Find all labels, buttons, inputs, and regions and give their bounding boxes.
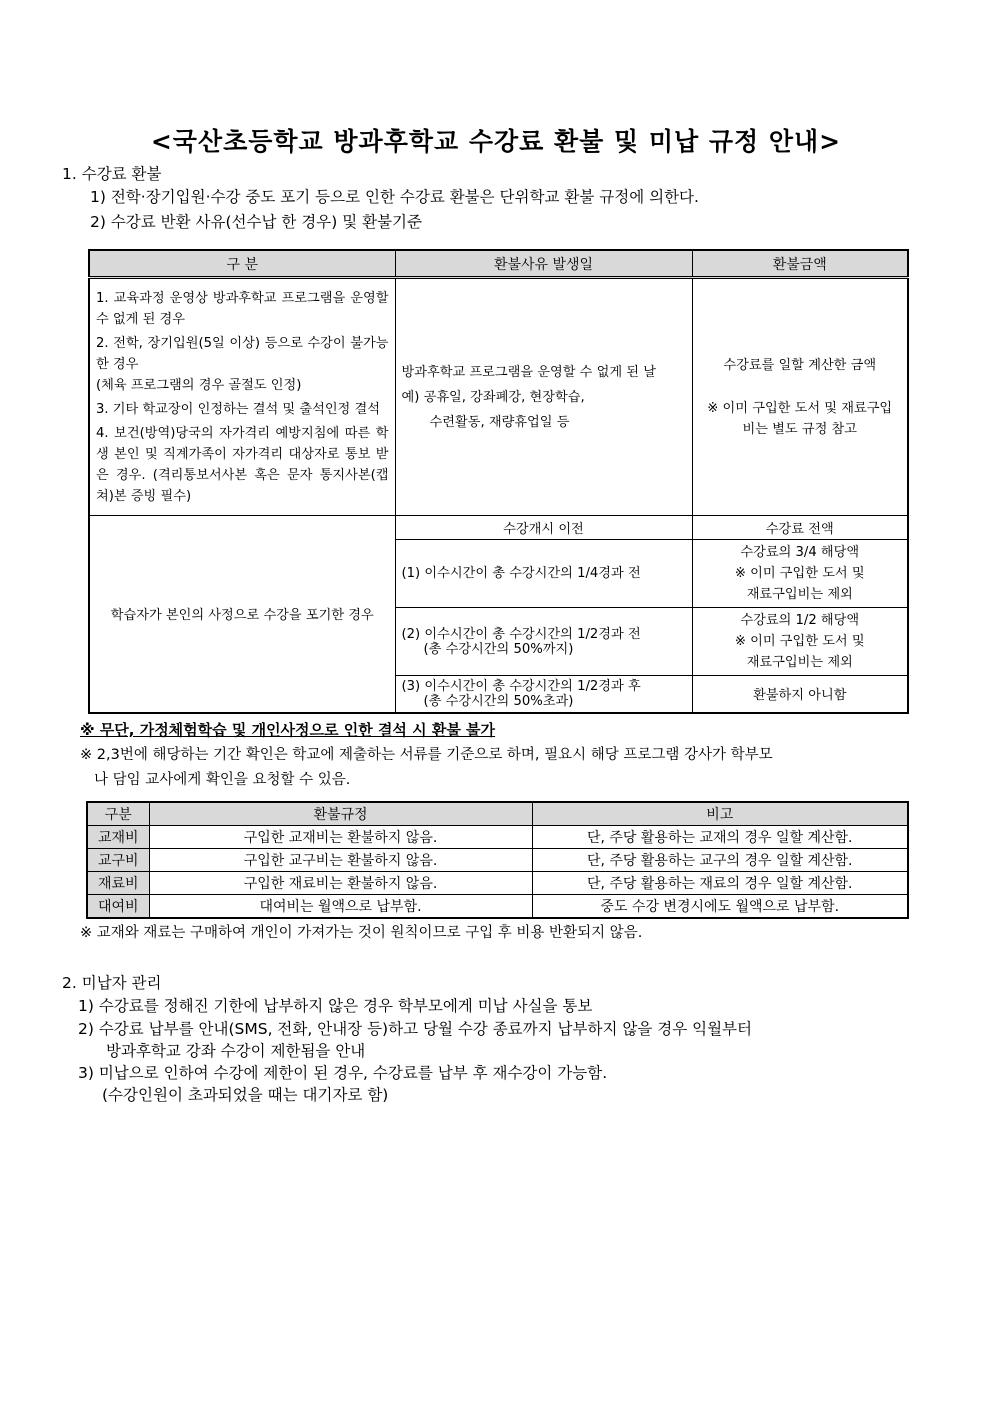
materials-note: ※ 교재와 재료는 구매하여 개인이 가져가는 것이 원칙이므로 구입 후 비용 반환되지 않음. <box>80 925 643 941</box>
header-occurrence: 환불사유 발생일 <box>395 250 692 278</box>
sub-amount-1-line-2: ※ 이미 구입한 도서 및 <box>734 566 865 581</box>
reason-2: 2. 전학, 장기입원(5일 이상) 등으로 수강이 불가능한 경우 <box>96 335 389 372</box>
row-category: 대여비 <box>87 895 149 919</box>
table-row <box>87 826 908 849</box>
section1-heading: 1. 수강료 환불 <box>62 165 162 183</box>
verification-note-line-1: ※ 2,3번에 해당하는 기간 확인은 학교에 제출하는 서류를 기준으로 하며, 필요시 해당 프로그램 강사가 학부모 <box>80 747 773 763</box>
amount-line-3: 비는 별도 규정 참고 <box>742 421 857 437</box>
row-remark: 단, 주당 활용하는 재료의 경우 일할 계산함. <box>532 872 908 895</box>
reason-4: 4. 보건(방역)당국의 자가격리 예방지침에 따른 학생 본인 및 직계가족이 자가격리 대상자로 통보 받은 경우. (격리통보서사본 혹은 문자 통지사본(캡쳐)본 증빙 필수) <box>96 425 389 504</box>
row-rule: 대여비는 월액으로 납부함. <box>149 895 532 919</box>
reasons-cell <box>89 278 395 516</box>
row-remark: 단, 주당 활용하는 교재의 경우 일할 계산함. <box>532 826 908 849</box>
sub-amount-2-line-2: ※ 이미 구입한 도서 및 <box>734 634 865 649</box>
header-rule: 환불규정 <box>149 802 532 826</box>
section2-item2-line2: 방과후학교 강좌 수강이 제한됨을 안내 <box>106 1042 366 1060</box>
occurrence-line-2: 예) 공휴일, 강좌폐강, 현장학습, <box>401 389 585 405</box>
table-row <box>87 849 908 872</box>
sub-when-2 <box>395 608 692 676</box>
table-row <box>87 872 908 895</box>
sub-amount-2-line-1: 수강료의 1/2 해당액 <box>740 613 860 628</box>
sub-amount-3: 환불하지 아니함 <box>692 676 908 713</box>
sub-amount-2 <box>692 608 908 676</box>
section2-item1: 1) 수강료를 정해진 기한에 납부하지 않은 경우 학부모에게 미납 사실을 통보 <box>78 997 593 1015</box>
section2-item3-line1: 3) 미납으로 인하여 수강에 제한이 된 경우, 수강료를 납부 후 재수강이 가능함. <box>78 1064 608 1082</box>
row-rule: 구입한 재료비는 환불하지 않음. <box>149 872 532 895</box>
withdrawal-reason-cell: 학습자가 본인의 사정으로 수강을 포기한 경우 <box>89 516 395 713</box>
sub-when-1-line: (1) 이수시간이 총 수강시간의 1/4경과 전 <box>401 566 641 581</box>
header-category: 구 분 <box>89 250 395 278</box>
table-row <box>87 895 908 919</box>
section2-item2-line1: 2) 수강료 납부를 안내(SMS, 전화, 안내장 등)하고 당월 수강 종료까지 납부하지 않을 경우 익월부터 <box>78 1020 752 1038</box>
occurrence-line-1: 방과후학교 프로그램을 운영할 수 없게 된 날 <box>401 364 656 380</box>
amount-cell <box>692 278 908 516</box>
refund-criteria-table <box>88 249 909 714</box>
verification-note-line-2: 나 담임 교사에게 확인을 요청할 수 있음. <box>94 772 351 788</box>
section1-item1: 1) 전학·장기입원·수강 중도 포기 등으로 인한 수강료 환불은 단위학교 환불 규정에 의한다. <box>90 188 699 206</box>
page-title: <국산초등학교 방과후학교 수강료 환불 및 미납 규정 안내> <box>150 127 842 156</box>
verification-note <box>80 743 950 793</box>
row-remark: 단, 주당 활용하는 교구의 경우 일할 계산함. <box>532 849 908 872</box>
section1-item2: 2) 수강료 반환 사유(선수납 한 경우) 및 환불기준 <box>90 213 423 231</box>
no-refund-notice: ※ 무단, 가정체험학습 및 개인사정으로 인한 결석 시 환불 불가 <box>80 721 496 739</box>
section2-heading: 2. 미납자 관리 <box>62 974 162 992</box>
amount-line-2: ※ 이미 구입한 도서 및 재료구입 <box>707 400 893 416</box>
amount-line-1: 수강료를 일할 계산한 금액 <box>723 357 877 373</box>
sub-when-3-line-2: (총 수강시간의 50%초과) <box>423 693 574 709</box>
row-category: 교구비 <box>87 849 149 872</box>
sub-amount-1-line-3: 재료구입비는 제외 <box>746 587 853 602</box>
header-remark: 비고 <box>532 802 908 826</box>
row-rule: 구입한 교재비는 환불하지 않음. <box>149 826 532 849</box>
header-amount: 환불금액 <box>692 250 908 278</box>
materials-header-row <box>87 802 908 826</box>
materials-refund-table <box>86 801 909 919</box>
sub-amount-0: 수강료 전액 <box>692 516 908 540</box>
row-rule: 구입한 교구비는 환불하지 않음. <box>149 849 532 872</box>
sub-when-3-line-1: (3) 이수시간이 총 수강시간의 1/2경과 후 <box>401 678 641 694</box>
reason-1: 1. 교육과정 운영상 방과후학교 프로그램을 운영할 수 없게 된 경우 <box>96 290 389 327</box>
sub-when-3 <box>395 676 692 713</box>
occurrence-cell <box>395 278 692 516</box>
sub-when-2-line-1: (2) 이수시간이 총 수강시간의 1/2경과 전 <box>401 626 641 642</box>
header-category: 구분 <box>87 802 149 826</box>
sub-amount-2-line-3: 재료구입비는 제외 <box>746 655 853 670</box>
row-category: 교재비 <box>87 826 149 849</box>
row-remark: 중도 수강 변경시에도 월액으로 납부함. <box>532 895 908 919</box>
sub-amount-1 <box>692 540 908 608</box>
sub-when-0: 수강개시 이전 <box>395 516 692 540</box>
sub-when-1 <box>395 540 692 608</box>
sub-amount-1-line-1: 수강료의 3/4 해당액 <box>740 545 860 560</box>
reason-2-note: (체육 프로그램의 경우 골절도 인정) <box>96 377 302 393</box>
reason-3: 3. 기타 학교장이 인정하는 결석 및 출석인정 결석 <box>96 401 380 417</box>
occurrence-line-3: 수련활동, 재량휴업일 등 <box>429 414 570 430</box>
row-category: 재료비 <box>87 872 149 895</box>
sub-when-2-line-2: (총 수강시간의 50%까지) <box>423 641 574 657</box>
section2-item3-line2: (수강인원이 초과되었을 때는 대기자로 함) <box>102 1086 389 1104</box>
